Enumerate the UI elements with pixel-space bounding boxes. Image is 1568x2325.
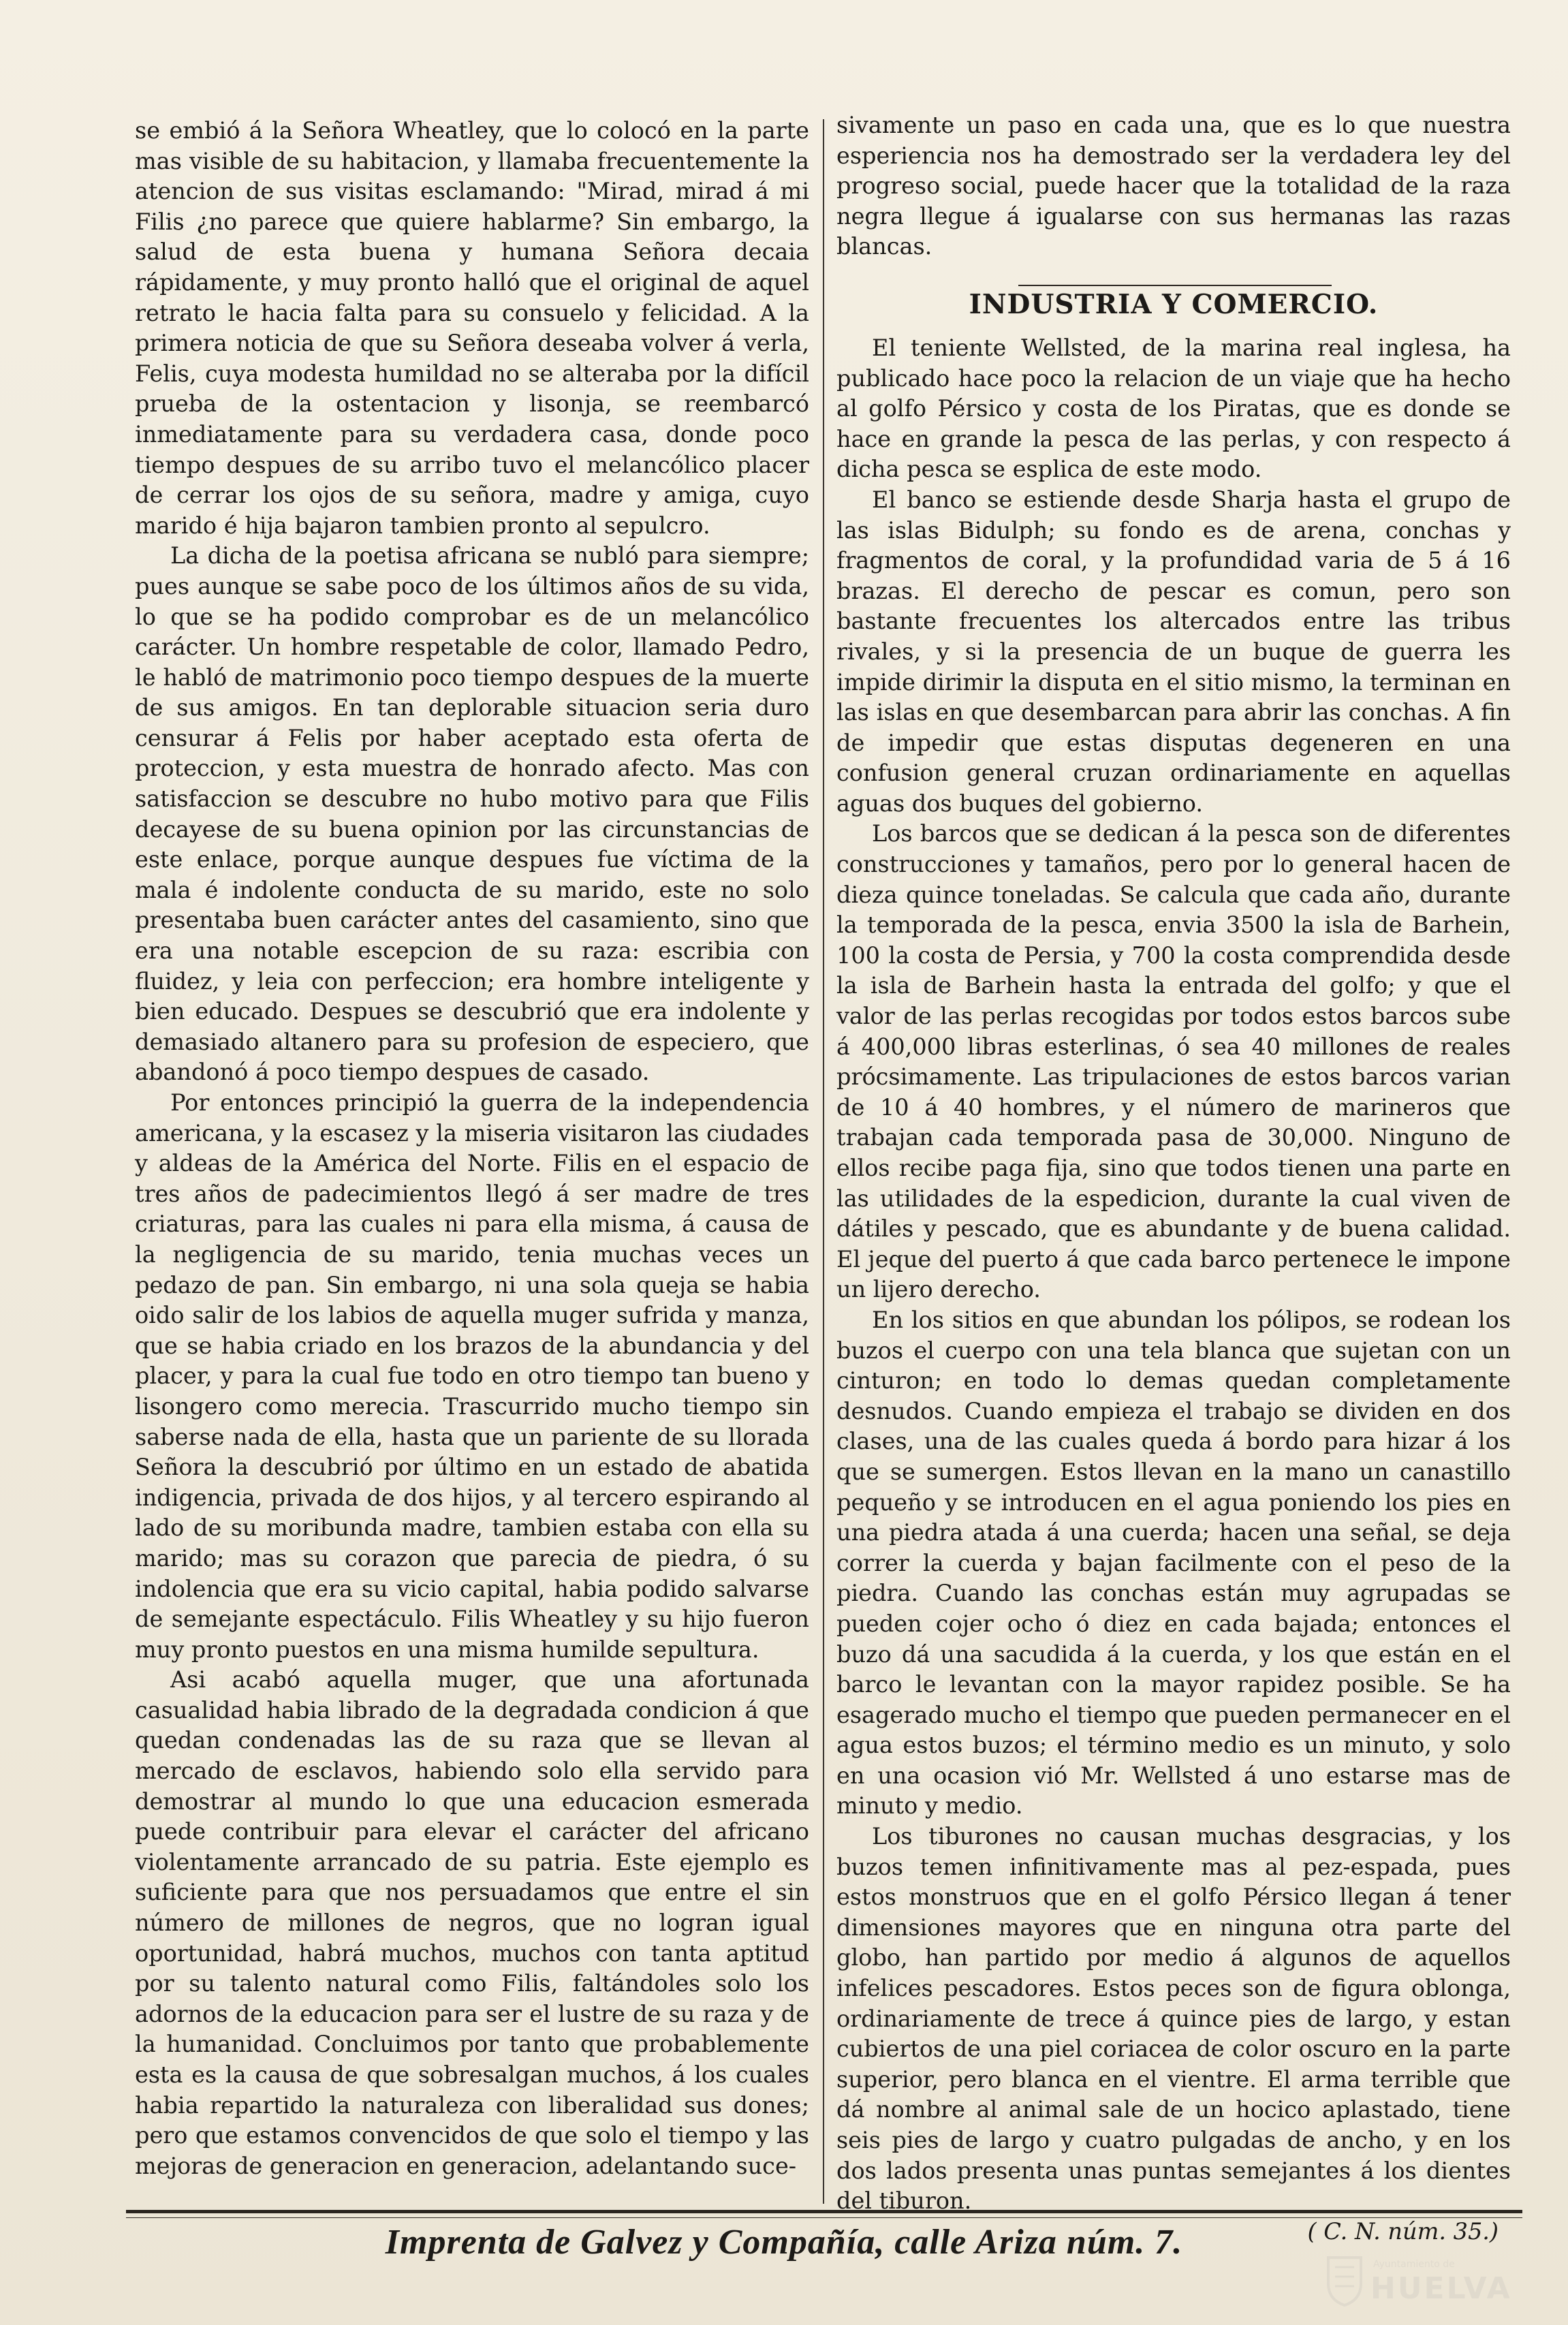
right-paragraph-3: Los barcos que se dedican á la pesca son de diferentes construcciones y tamaños, pero por lo general hacen de dieza quince toneladas. Se calcula que cada año, durante la temporada de la pesca, envia 3500 la isla de Barhein, 100 la costa de Persia, y 700 la costa comprendida desde la isla de Barhein hasta la entrada del golfo; y que el valor de las perlas recogidas por todos estos barcos sube á 400,000 libras esterlinas, ó sea 40 millones de reales prócsimamente. Las tripulaciones de estos barcos varian de 10 á 40 hombres, y el número de marineros que trabajan cada temporada pasa de 30,000. Ninguno de ellos recibe paga fija, sino que todos tienen una parte en las utilidades de la espedicion, durante la cual viven de dátiles y pescado, que es abundante y de buena calidad. El jeque del puerto á que cada barco pertenece le impone un lijero derecho. [836, 820, 1511, 1303]
right-column [836, 110, 1511, 2247]
watermark-small-text: Ayuntamiento de [1373, 2259, 1455, 2270]
column-divider [823, 119, 824, 2204]
footer-rule [126, 2210, 1522, 2218]
left-paragraph-1: se embió á la Señora Wheatley, que lo colocó en la parte mas visible de su habitacion, y llamaba frecuentemente la atencion de sus visitas esclamando: "Mirad, mirad á mi Filis ¿no parece que quiere hablarme? Sin embargo, la salud de esta buena y humana Señora decaia rápidamente, y muy pronto halló que el original de aquel retrato le hacia falta para su consuelo y felicidad. A la primera noticia de que su Señora deseaba volver á verla, Felis, cuya modesta humildad no se alteraba por la difícil prueba de la ostentacion y lisonja, se reembarcó inmediatamente para su verdadera casa, donde poco tiempo despues de su arribo tuvo el melancólico placer de cerrar los ojos de su señora, madre y amiga, cuyo marido é hija bajaron tambien pronto al sepulcro. [135, 117, 809, 539]
shield-icon [1324, 2253, 1365, 2308]
right-paragraph-1: El teniente Wellsted, de la marina real inglesa, ha publicado hace poco la relacion de un viaje que ha hecho al golfo Pérsico y costa de los Piratas, que es donde se hace en grande la pesca de las perlas, y con respecto á dicha pesca se esplica de este modo. [836, 334, 1511, 483]
source-citation: ( C. N. núm. 35.) [1307, 2217, 1499, 2245]
left-paragraph-4: Asi acabó aquella muger, que una afortunada casualidad habia librado de la degradada condicion á que quedan condenadas las de su raza que se llevan al mercado de esclavos, habiendo solo ella servido para demostrar al mundo lo que una educacion esmerada puede contribuir para elevar el carácter del africano violentamente arrancado de su patria. Este ejemplo es suficiente para que nos persuadamos que entre el sin número de millones de negros, que no logran igual oportunidad, habrá muchos, muchos con tanta aptitud por su talento natural como Filis, faltándoles solo los adornos de la educacion para ser el lustre de su raza y de la humanidad. Concluimos por tanto que probablemente esta es la causa de que sobresalgan muchos, á los cuales habia repartido la naturaleza con liberalidad sus dones; pero que estamos convencidos de que solo el tiempo y las mejoras de generacion en generacion, adelantando suce- [135, 1666, 809, 2179]
right-paragraph-5: Los tiburones no causan muchas desgracias, y los buzos temen infinitivamente mas al pez-espada, pues estos monstruos que en el golfo Pérsico llegan á tener dimensiones mayores que en ninguna otra parte del globo, han partido por medio á algunos de aquellos infelices pescadores. Estos peces son de figura oblonga, ordinariamente de trece á quince pies de largo, y estan cubiertos de una piel coriacea de color oscuro en la parte superior, pero blanca en el vientre. El arma terrible que dá nombre al animal sale de un hocico aplastado, tiene seis pies de largo y cuatro pulgadas de ancho, y en los dos lados presenta unas puntas semejantes á los dientes del tiburon. [836, 1823, 1511, 2215]
right-continuation: sivamente un paso en cada una, que es lo que nuestra esperiencia nos ha demostrado ser la verdadera ley del progreso social, puede hacer que la totalidad de la raza negra llegue á igualarse con sus hermanas las razas blancas. [836, 112, 1511, 260]
left-paragraph-3: Por entonces principió la guerra de la independencia americana, y la escasez y la miseria visitaron las ciudades y aldeas de la América del Norte. Filis en el espacio de tres años de padecimientos llegó á ser madre de tres criaturas, para las cuales ni para ella misma, á causa de la negligencia de su marido, tenia muchas veces un pedazo de pan. Sin embargo, ni una sola queja se habia oido salir de los labios de aquella muger sufrida y manza, que se habia criado en los brazos de la abundancia y del placer, y para la cual fue todo en otro tiempo tan bueno y lisongero como merecia. Trascurrido mucho tiempo sin saberse nada de ella, hasta que un pariente de su llorada Señora la descubrió por último en un estado de abatida indigencia, privada de dos hijos, y al tercero espirando al lado de su moribunda madre, tambien estaba con ella su marido; mas su corazon que parecia de piedra, ó su indolencia que era su vicio capital, habia podido salvarse de semejante espectáculo. Filis Wheatley y su hijo fueron muy pronto puestos en una misma humilde sepultura. [135, 1089, 809, 1663]
right-paragraph-2: El banco se estiende desde Sharja hasta el grupo de las islas Bidulph; su fondo es de arena, conchas y fragmentos de coral, y la profundidad varia de 5 á 16 brazas. El derecho de pescar es comun, pero son bastante frecuentes los altercados entre las tribus rivales, y si la presencia de un buque de guerra les impide dirimir la disputa en el sitio mismo, la terminan en las islas en que desembarcan para abrir las conchas. A fin de impedir que estas disputas degeneren en una confusion general cruzan ordinariamente en aquellas aguas dos buques del gobierno. [836, 486, 1511, 817]
archive-watermark [1321, 2247, 1533, 2315]
watermark-word: HUELVA [1370, 2271, 1512, 2306]
section-title: INDUSTRIA Y COMERCIO. [969, 288, 1379, 320]
left-paragraph-2: La dicha de la poetisa africana se nubló para siempre; pues aunque se sabe poco de los últimos años de su vida, lo que se ha podido comprobar es de un melancólico carácter. Un hombre respetable de color, llamado Pedro, le habló de matrimonio poco tiempo despues de la muerte de sus amigos. En tan deplorable situacion seria duro censurar á Felis por haber aceptado esta oferta de proteccion, y esta muestra de honrado afecto. Mas con satisfaccion se descubre no hubo motivo para que Filis decayese de su buena opinion por las circunstancias de este enlace, porque aunque despues fue víctima de la mala é indolente conducta de su marido, este no solo presentaba buen carácter antes del casamiento, sino que era una notable escepcion de su raza: escribia con fluidez, y leia con perfeccion; era hombre inteligente y bien educado. Despues se descubrió que era indolente y demasiado altanero para su profesion de especiero, que abandonó á poco tiempo despues de casado. [135, 542, 809, 1086]
left-column [135, 116, 809, 2181]
imprint-line: Imprenta de Galvez y Compañía, calle Ariza núm. 7. [385, 2223, 1183, 2262]
right-paragraph-4: En los sitios en que abundan los pólipos, se rodean los buzos el cuerpo con una tela blanca que sujetan con un cinturon; en todo lo demas quedan completamente desnudos. Cuando empieza el trabajo se dividen en dos clases, una de las cuales queda á bordo para hizar á los que se sumergen. Estos llevan en la mano un canastillo pequeño y se introducen en el agua poniendo los pies en una piedra atada á una cuerda; hacen una señal, se deja correr la cuerda y bajan facilmente con el peso de la piedra. Cuando las conchas están muy agrupadas se pueden cojer ocho ó diez en cada bajada; entonces el buzo dá una sacudida á la cuerda, y los que están en el barco le levantan con la mayor rapidez posible. Se ha esagerado mucho el tiempo que pueden permanecer en el agua estos buzos; el término medio es un minuto, y solo en una ocasion vió Mr. Wellsted á uno estarse mas de minuto y medio. [836, 1306, 1511, 1820]
section-title-rule [1018, 285, 1332, 286]
